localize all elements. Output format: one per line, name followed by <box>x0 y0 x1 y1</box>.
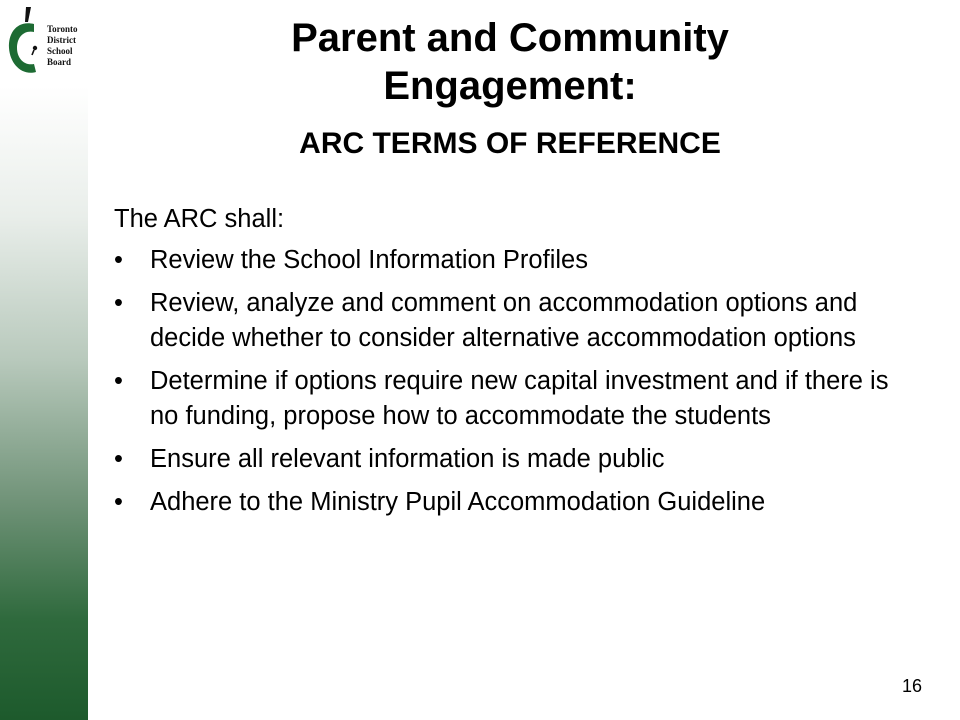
logo-line-1: Toronto <box>47 24 78 34</box>
logo-line-2: District <box>47 35 76 45</box>
tdsb-logo <box>4 4 88 80</box>
side-gradient-bar <box>0 0 88 720</box>
apple-c-logo-icon <box>4 4 48 80</box>
intro-text: The ARC shall: <box>114 205 285 233</box>
logo-line-3: School <box>47 46 73 56</box>
bullet-item: • Review, analyze and comment on accommodation options and decide whether to consider alternative accommodation options <box>114 286 894 356</box>
bullet-item: • Determine if options require new capital investment and if there is no funding, propose how to accommodate the students <box>114 364 894 434</box>
logo-line-4: Board <box>47 57 72 67</box>
bullet-item: • Adhere to the Ministry Pupil Accommodation Guideline <box>114 479 894 525</box>
slide-subtitle: ARC TERMS OF REFERENCE <box>299 127 721 160</box>
slide-body <box>114 202 894 533</box>
page-number: 16 <box>901 676 922 696</box>
bullet-list <box>114 243 894 525</box>
slide-title: Parent and Community Engagement: <box>291 16 729 108</box>
bullet-item: • Ensure all relevant information is made public <box>114 442 894 477</box>
bullet-item: • Review the School Information Profiles <box>114 243 894 278</box>
logo-text <box>47 24 78 68</box>
